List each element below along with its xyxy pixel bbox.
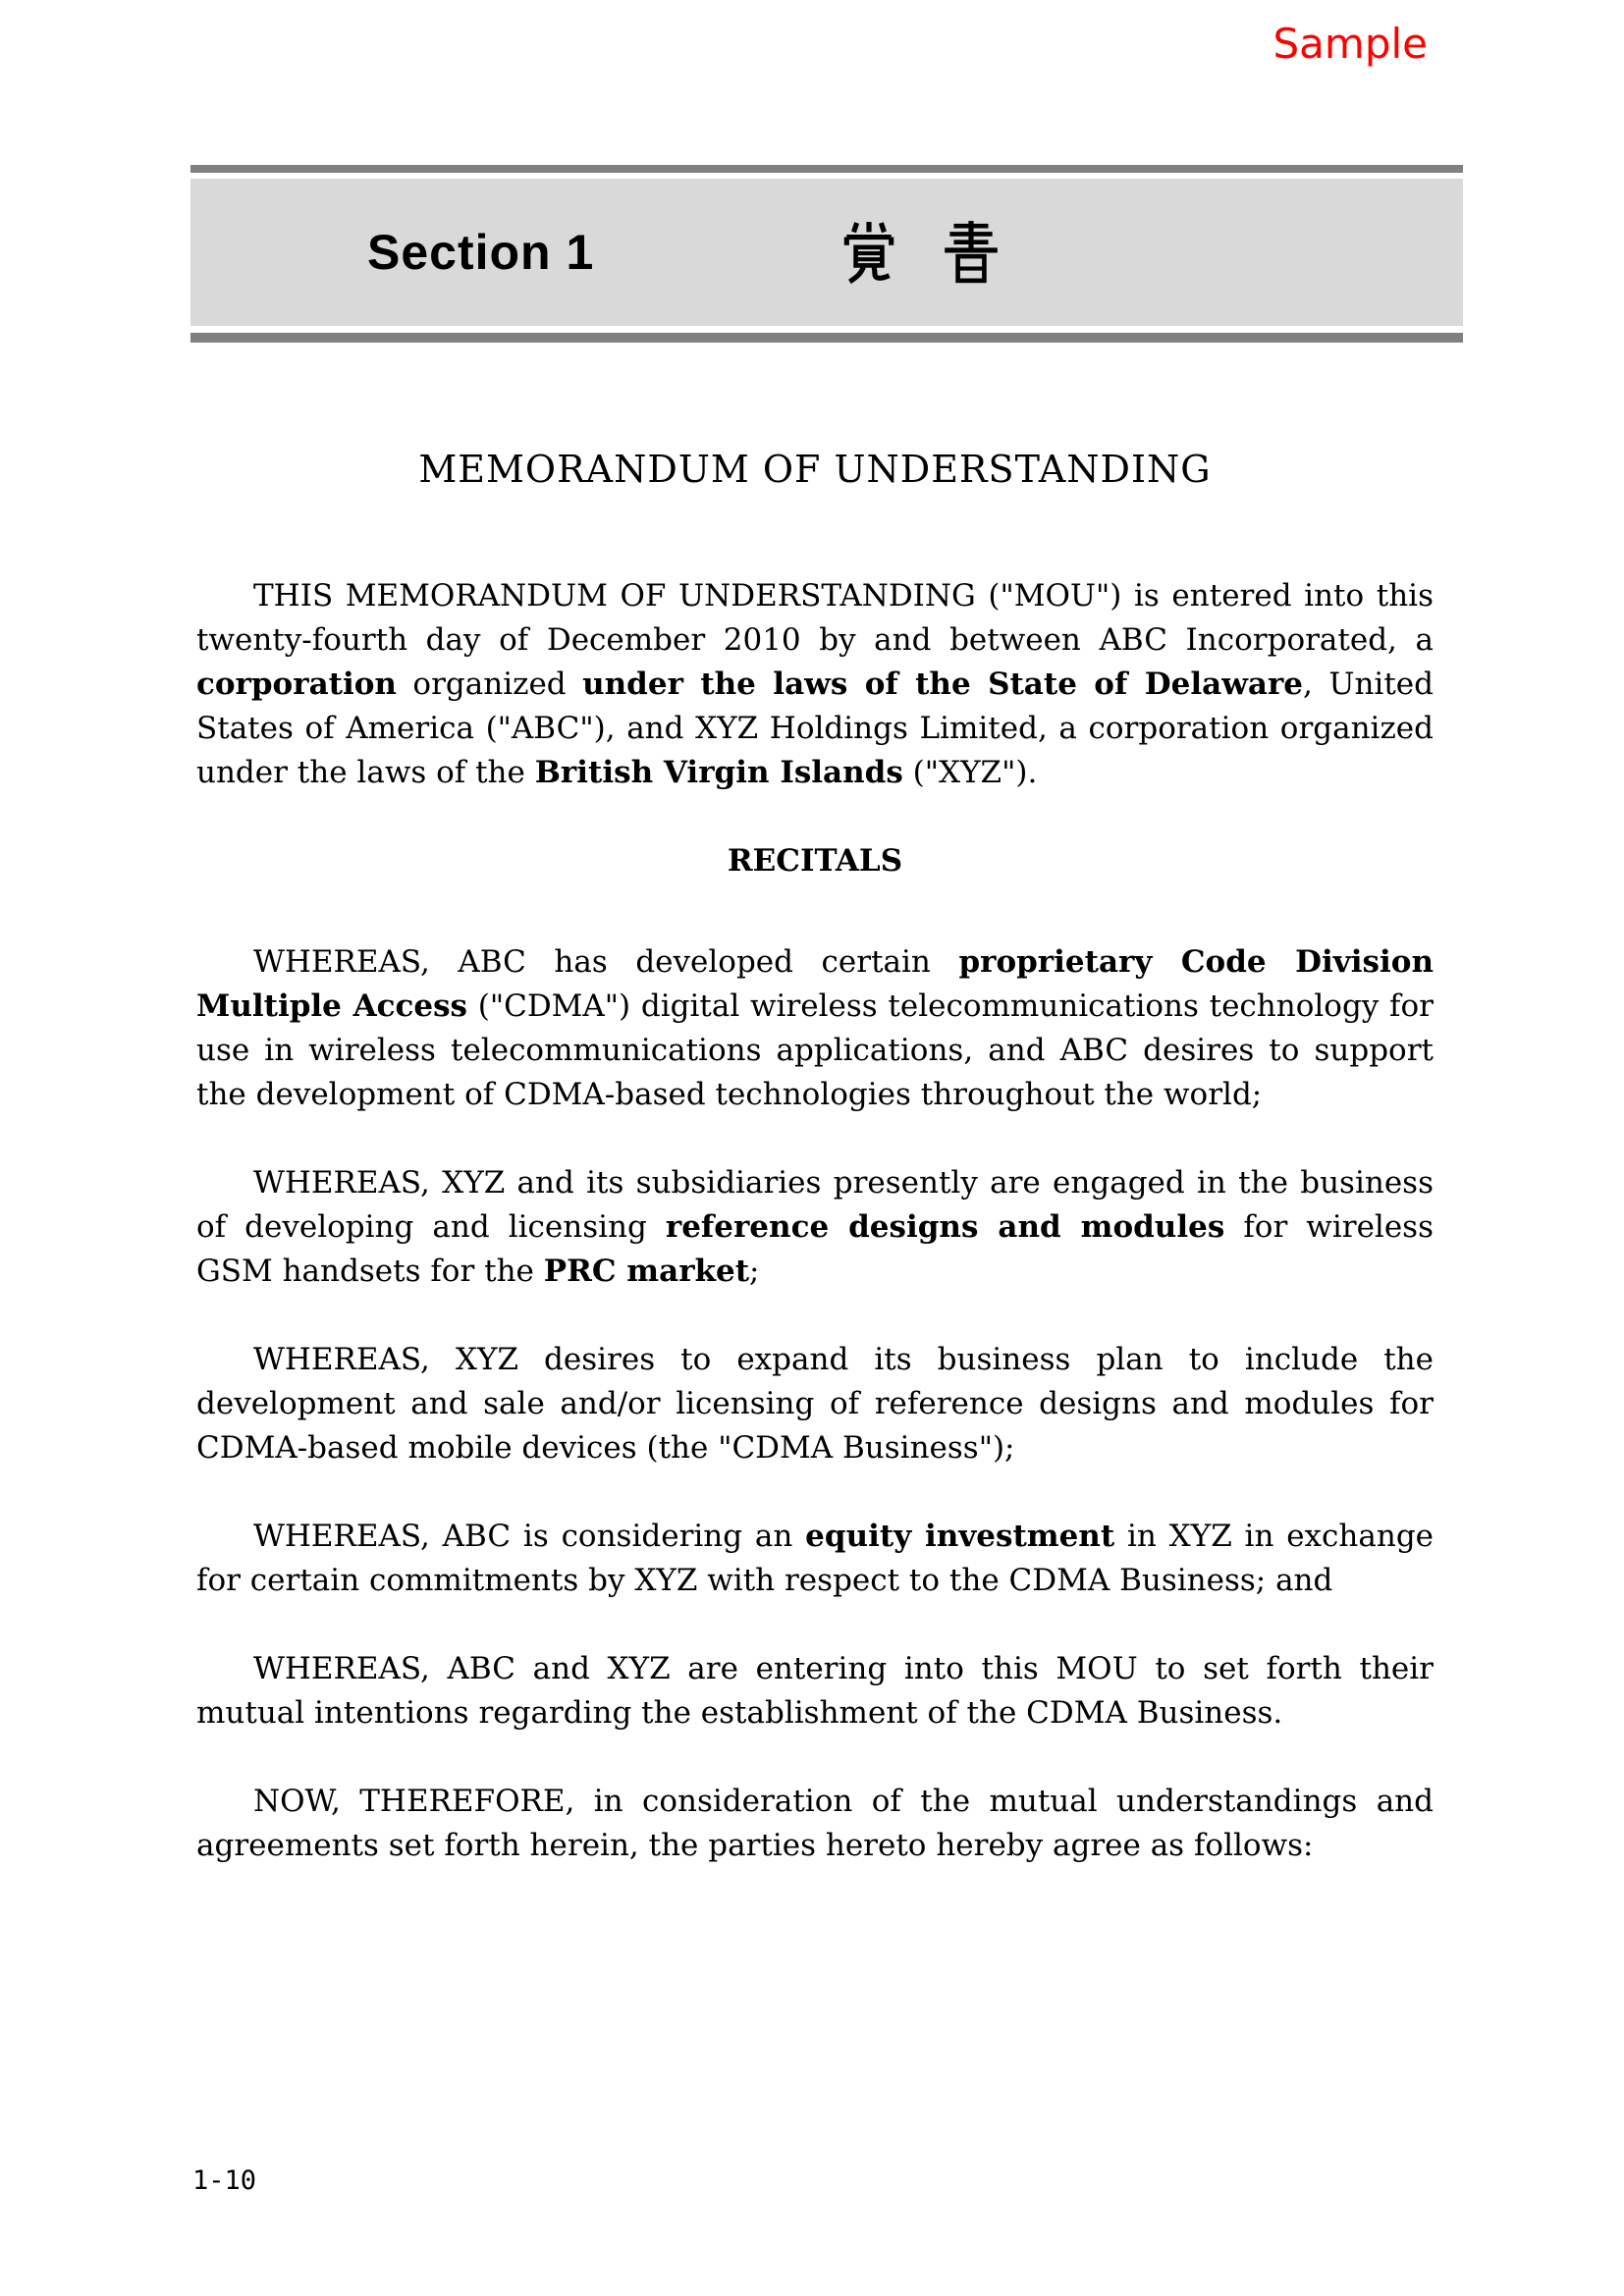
kanji-sho-glyph — [939, 220, 1003, 285]
banner-top-bar — [190, 165, 1463, 173]
banner-bottom-bar — [190, 333, 1463, 343]
sample-watermark: Sample — [1272, 20, 1428, 68]
paragraph: WHEREAS, ABC and XYZ are entering into this MOU to set forth their mutual intentions regarding the establishment of the CDMA Business. — [196, 1651, 1434, 1731]
section-label: Section 1 — [367, 225, 595, 280]
paragraph: WHEREAS, XYZ and its subsidiaries presently are engaged in the business of developing and licensing reference designs and modules for wireless GSM handsets for the PRC market; — [196, 1165, 1434, 1289]
document-body — [196, 574, 1434, 1912]
document-title: MEMORANDUM OF UNDERSTANDING — [418, 448, 1212, 491]
page-number: 1-10 — [192, 2165, 257, 2196]
paragraph: WHEREAS, XYZ desires to expand its business plan to include the development and sale and/or licensing of reference designs and modules for CDMA-based mobile devices (the "CDMA Business"); — [196, 1342, 1434, 1466]
paragraph: WHEREAS, ABC is considering an equity investment in XYZ in exchange for certain commitments by XYZ with respect to the CDMA Business; and — [196, 1519, 1435, 1598]
paragraph: NOW, THEREFORE, in consideration of the mutual understandings and agreements set forth herein, the parties hereto hereby agree as follows: — [196, 1784, 1434, 1863]
section-title-japanese — [837, 220, 1003, 285]
paragraph: THIS MEMORANDUM OF UNDERSTANDING ("MOU") is entered into this twenty-fourth day of December 2010 by and between ABC Incorporated, a corporation organized under the laws of the State of Delaware, United States of America ("ABC"), and XYZ Holdings Limited, a corporation organized under the laws of the British Virgin Islands ("XYZ"). — [196, 578, 1434, 790]
section-banner — [190, 165, 1463, 343]
kanji-kaku-glyph — [837, 220, 901, 285]
banner-box — [190, 179, 1463, 326]
recitals-heading: RECITALS — [727, 843, 903, 879]
paragraph: WHEREAS, ABC has developed certain proprietary Code Division Multiple Access ("CDMA") digital wireless telecommunications technology for use in wireless telecommunications applications, and ABC desires to support the development of CDMA-based technologies throughout the world; — [196, 944, 1435, 1112]
